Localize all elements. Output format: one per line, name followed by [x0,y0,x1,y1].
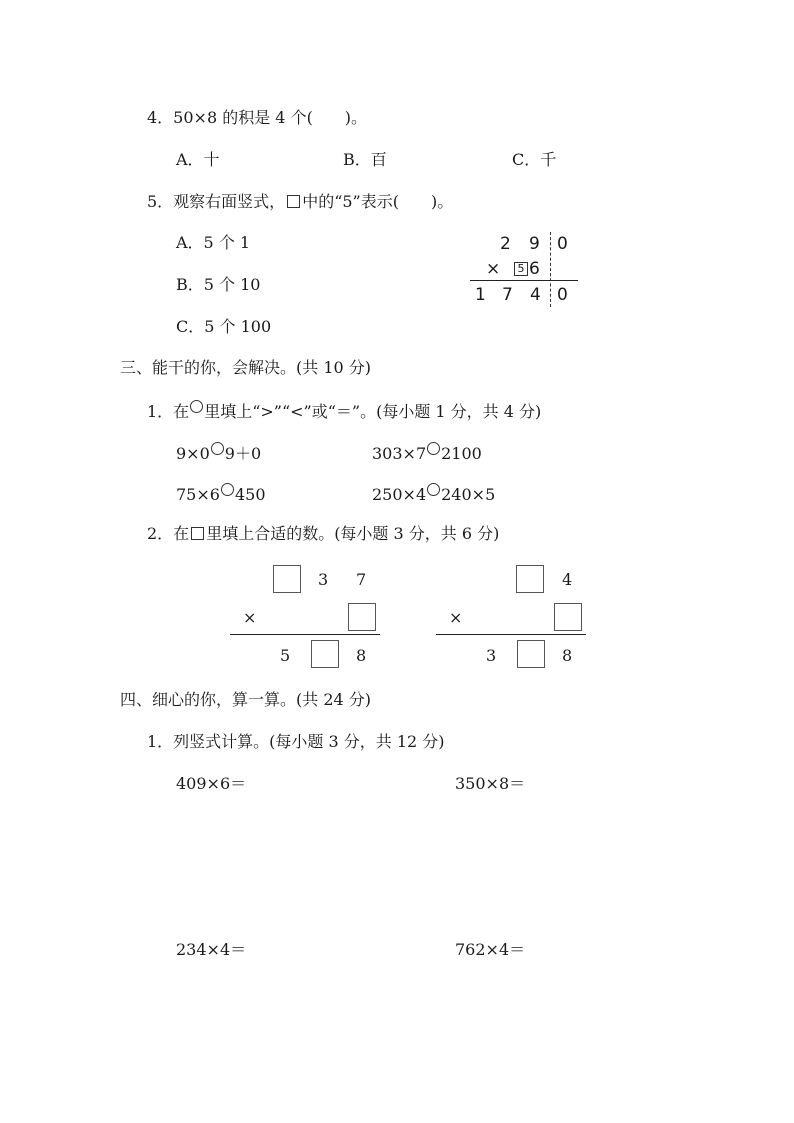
s3q1-text-before: 1．在 [147,402,190,421]
calc1-bottom-digit: 5 [280,646,291,665]
answer-circle[interactable] [211,442,224,455]
calc-problem: 409×6＝ [176,774,247,793]
compare-left: 9×0 [176,444,210,463]
answer-box[interactable] [273,565,301,593]
compare-right: 2100 [441,444,482,463]
q4-option-b[interactable]: B．百 [343,150,387,169]
calc-problem: 234×4＝ [176,940,247,959]
q5-top-digit: 9 [529,234,540,254]
compare-right: 450 [234,485,266,504]
q5-option-c[interactable]: C．5 个 100 [176,317,272,336]
q5-result-digit: 1 [475,285,486,305]
q5-boxed-digit: 5 [514,262,528,276]
calc2-bottom-digit: 3 [486,646,497,665]
calc2-result-line [436,634,586,635]
compare-item [176,442,261,464]
compare-right: 240×5 [441,485,496,504]
calc1-bottom-digit: 8 [356,646,367,665]
section-3-q2-text [147,524,499,544]
calc1-top-digit: 7 [356,570,367,589]
q5-second-digit: 6 [529,259,540,279]
compare-item [372,442,482,464]
square-icon [287,195,300,208]
s3q1-text-after: 里填上“>”“<”或“＝”。(每小题 1 分，共 4 分) [204,402,542,421]
q5-dashed-divider [550,232,551,307]
circle-icon [190,400,203,413]
answer-box[interactable] [516,565,544,593]
q4-option-c[interactable]: C．千 [512,150,557,169]
calc2-top-digit: 4 [562,570,573,589]
calc1-top-digit: 3 [318,570,329,589]
q5-top-digit: 0 [557,234,568,254]
q5-result-digit: 7 [502,285,513,305]
calc2-times-sign: × [449,608,463,627]
answer-circle[interactable] [427,442,440,455]
compare-left: 250×4 [372,485,427,504]
question-5-text [147,192,453,212]
s3q2-text-before: 2．在 [147,524,190,543]
answer-circle[interactable] [221,483,234,496]
q5-result-line [470,280,578,281]
question-4-text: 4．50×8 的积是 4 个( )。 [147,108,368,127]
q5-result-digit: 4 [530,285,541,305]
section-3-title: 三、能干的你，会解决。(共 10 分) [120,358,372,377]
q5-text-before: 5．观察右面竖式， [147,192,286,211]
answer-box[interactable] [348,603,376,631]
calc1-times-sign: × [243,608,257,627]
q5-top-digit: 2 [500,234,511,254]
q4-option-a[interactable]: A．十 [176,150,220,169]
compare-left: 75×6 [176,485,220,504]
answer-box[interactable] [311,640,339,668]
answer-box[interactable] [517,640,545,668]
calc1-result-line [230,634,380,635]
section-4-q1-text: 1．列竖式计算。(每小题 3 分，共 12 分) [147,732,445,751]
compare-right: 9＋0 [224,444,262,463]
q5-option-a[interactable]: A．5 个 1 [176,233,251,252]
calc-problem: 350×8＝ [455,774,526,793]
calc-problem: 762×4＝ [455,940,526,959]
answer-box[interactable] [554,603,582,631]
calc2-bottom-digit: 8 [562,646,573,665]
compare-left: 303×7 [372,444,427,463]
compare-item [176,483,266,505]
section-3-q1-text [147,400,541,422]
q5-option-b[interactable]: B．5 个 10 [176,275,261,294]
s3q2-text-after: 里填上合适的数。(每小题 3 分，共 6 分) [206,524,500,543]
answer-circle[interactable] [427,483,440,496]
compare-item [372,483,495,505]
section-4-title: 四、细心的你，算一算。(共 24 分) [120,690,372,709]
square-icon [191,527,204,540]
q5-text-after: 中的“5”表示( )。 [302,192,454,211]
q5-times-sign: × [486,259,501,279]
q5-result-digit: 0 [557,285,568,305]
